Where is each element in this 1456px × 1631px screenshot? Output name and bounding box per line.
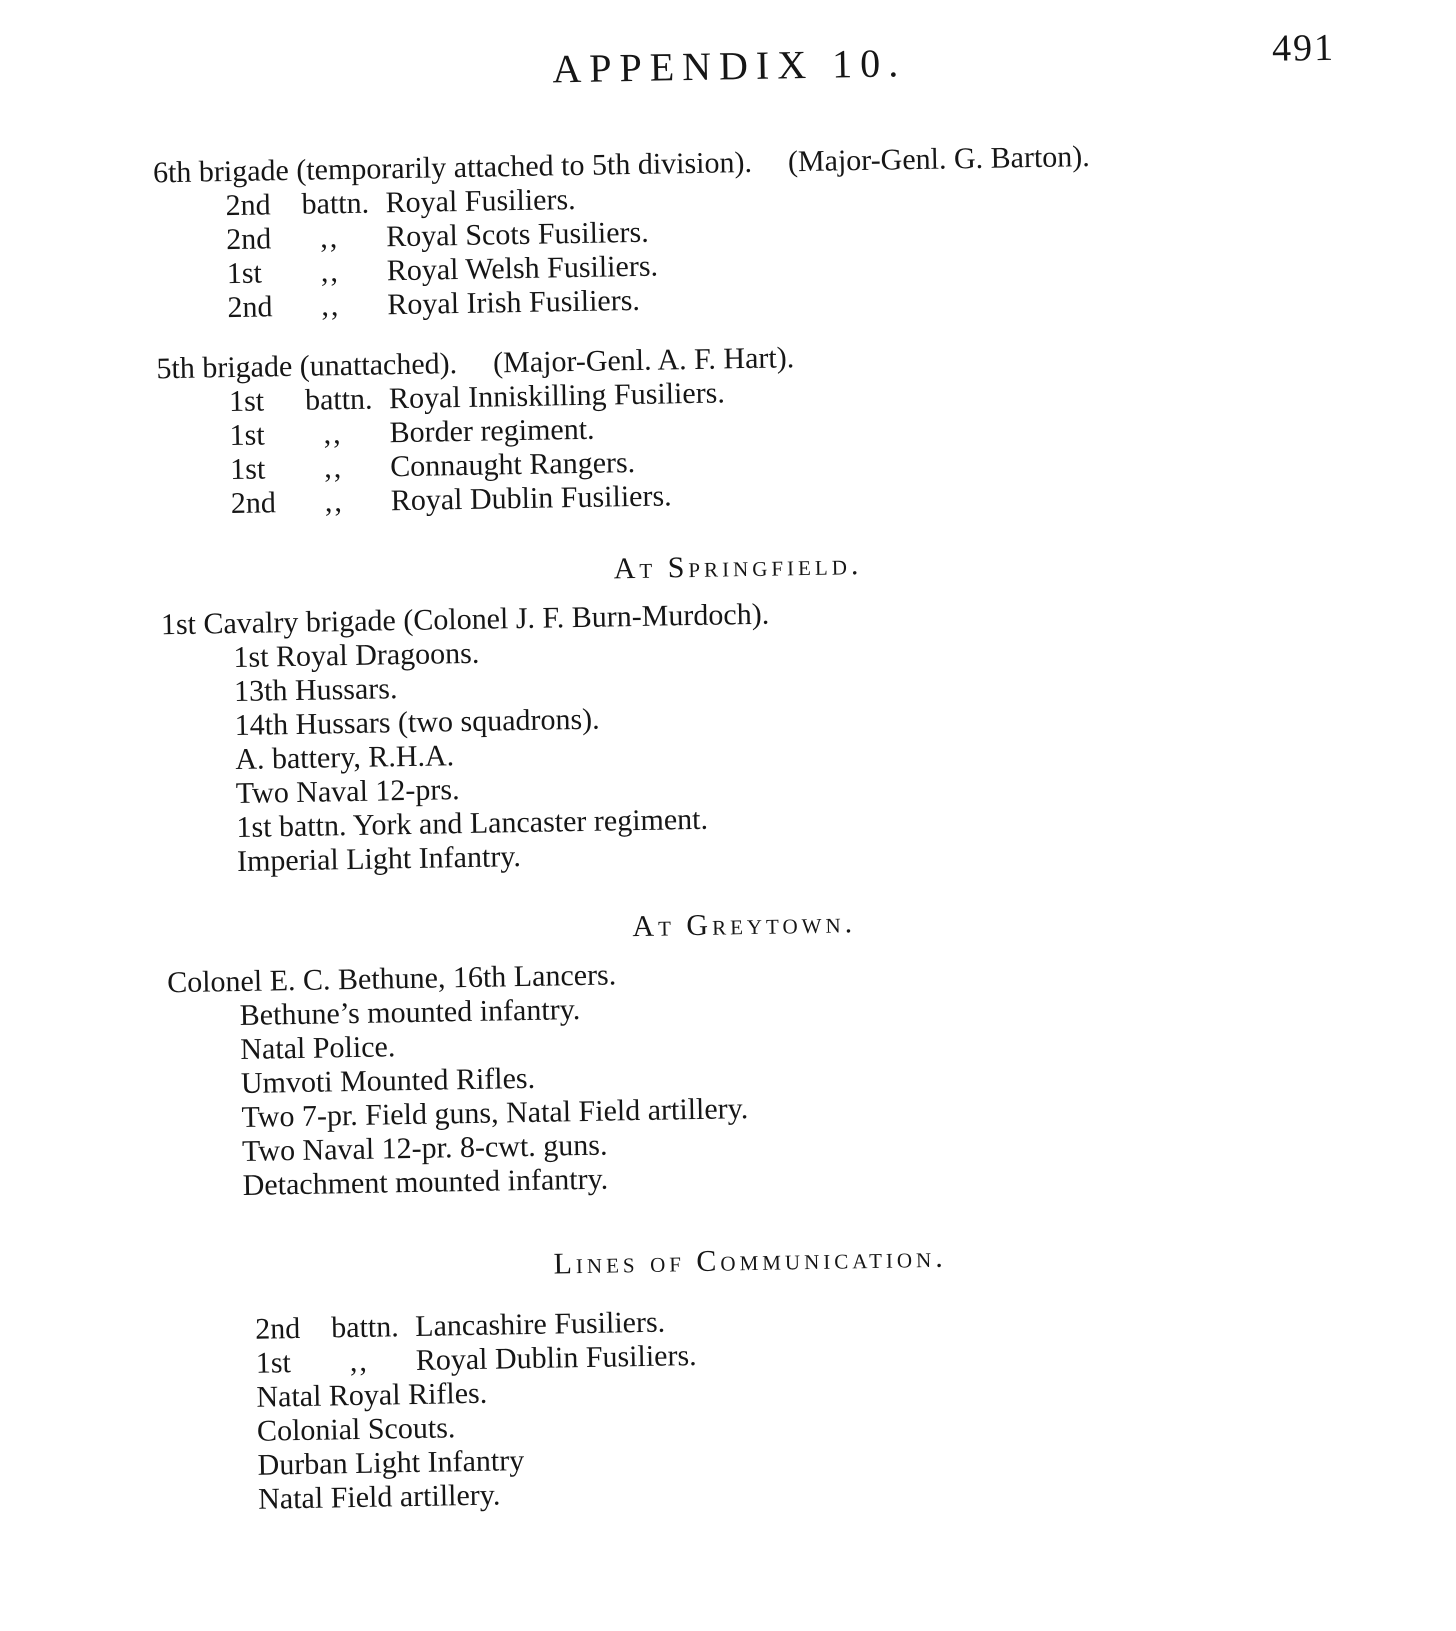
unit-list <box>233 619 1456 879</box>
unit-list <box>255 1291 1456 1516</box>
section <box>16 895 1456 1206</box>
ditto-mark: ,, <box>320 255 341 289</box>
commander-name: (Major-Genl. A. F. Hart). <box>492 341 795 380</box>
unit-name: Detachment mounted infantry. <box>242 1162 609 1202</box>
ditto-mark: ,, <box>321 289 341 323</box>
section-intro-text: 1st Cavalry brigade (Colonel J. F. Burn-Murdoch). <box>160 597 770 642</box>
ditto-mark: ,, <box>349 1344 370 1379</box>
battalion-number: 1st <box>226 256 263 291</box>
unit-name: Imperial Light Infantry. <box>236 840 522 878</box>
section-heading: Lines of Communication. <box>553 1240 947 1281</box>
unit-list <box>225 168 1456 326</box>
battalion-number: 2nd <box>254 1311 301 1346</box>
unit-name: Colonial Scouts. <box>256 1411 456 1448</box>
page-number: 491 <box>1271 26 1336 70</box>
unit-name: Umvoti Mounted Rifles. <box>240 1061 536 1100</box>
section <box>10 538 1456 883</box>
unit-name: Durban Light Infantry <box>257 1444 525 1482</box>
unit-name: Two Naval 12-prs. <box>235 773 460 811</box>
section <box>3 134 1456 329</box>
battalion-label: battn. <box>304 382 373 417</box>
page-header <box>1 26 1456 111</box>
unit-name: Royal Scots Fusiliers. <box>385 215 649 254</box>
unit-name: Royal Welsh Fusiliers. <box>386 249 659 288</box>
section-intro-text: 6th brigade (temporarily attached to 5th division). <box>152 145 753 190</box>
unit-name: Natal Police. <box>240 1030 396 1066</box>
section <box>6 330 1456 525</box>
unit-name: Two 7-pr. Field guns, Natal Field artillery. <box>241 1092 749 1134</box>
battalion-number: 2nd <box>230 486 277 521</box>
unit-list <box>229 364 1456 522</box>
unit-name: Natal Field artillery. <box>257 1478 501 1516</box>
battalion-label: battn. <box>301 186 370 221</box>
unit-name: Royal Dublin Fusiliers. <box>415 1339 697 1377</box>
unit-name: 1st Royal Dragoons. <box>233 636 480 675</box>
section-intro-text: Colonel E. C. Bethune, 16th Lancers. <box>166 958 617 1000</box>
unit-name: Royal Fusiliers. <box>385 182 576 220</box>
battalion-number: 2nd <box>225 188 271 223</box>
unit-name: 13th Hussars. <box>233 672 398 709</box>
ditto-mark: ,, <box>324 485 345 519</box>
unit-name: Connaught Rangers. <box>389 445 636 484</box>
page-title: APPENDIX 10. <box>551 40 907 92</box>
battalion-number: 1st <box>228 384 265 419</box>
battalion-number: 1st <box>255 1346 292 1380</box>
unit-name: A. battery, R.H.A. <box>235 739 455 777</box>
unit-name: Border regiment. <box>389 412 595 450</box>
ditto-mark: ,, <box>319 221 340 255</box>
unit-name: Natal Royal Rifles. <box>256 1376 488 1414</box>
unit-name: Two Naval 12-pr. 8-cwt. guns. <box>241 1128 608 1168</box>
unit-name: Royal Irish Fusiliers. <box>387 283 641 322</box>
unit-name: 14th Hussars (two squadrons). <box>234 702 600 743</box>
unit-name: Royal Dublin Fusiliers. <box>390 479 672 518</box>
unit-name: Bethune’s mounted infantry. <box>239 993 581 1032</box>
battalion-number: 1st <box>229 418 265 453</box>
section-heading: At Greytown. <box>632 906 857 944</box>
unit-list <box>239 977 1456 1203</box>
sections-container <box>3 134 1456 1521</box>
unit-name: 1st battn. York and Lancaster regiment. <box>236 802 709 844</box>
unit-name: Royal Inniskilling Fusiliers. <box>388 376 726 416</box>
section-intro-text: 5th brigade (unattached). <box>156 347 458 386</box>
commander-name: (Major-Genl. G. Barton). <box>787 140 1091 179</box>
unit-name: Lancashire Fusiliers. <box>414 1305 666 1343</box>
ditto-mark: ,, <box>323 451 344 485</box>
section <box>22 1231 1456 1520</box>
battalion-number: 2nd <box>225 222 272 257</box>
battalion-number: 1st <box>229 452 266 487</box>
section-heading: At Springfield. <box>613 548 863 586</box>
battalion-label: battn. <box>330 1310 400 1345</box>
battalion-number: 2nd <box>227 290 273 325</box>
ditto-mark: ,, <box>323 417 343 451</box>
